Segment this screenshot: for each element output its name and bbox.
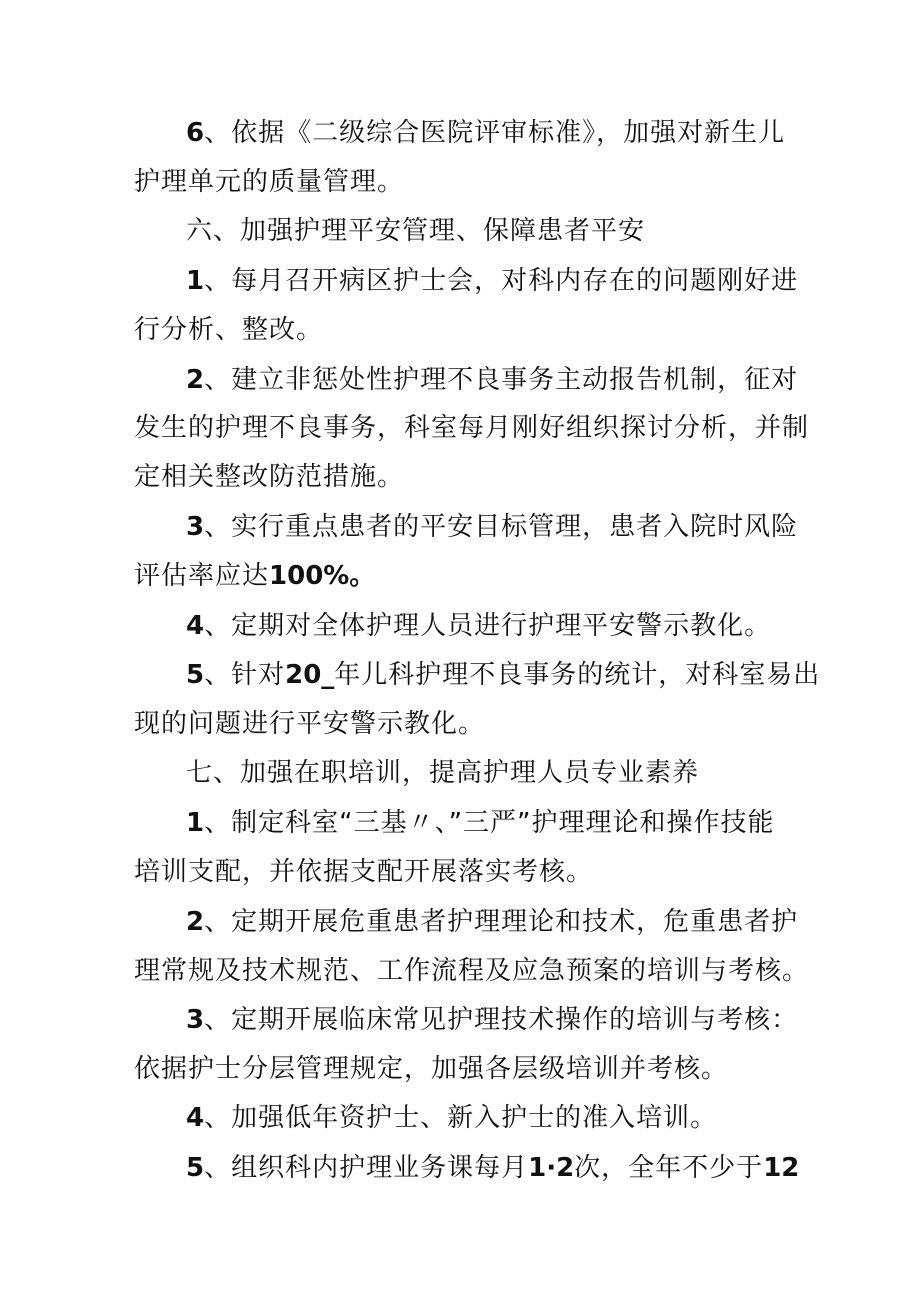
item-number: 4 — [186, 611, 205, 641]
line-text: 现的问题进行平安警示教化。 — [134, 709, 486, 739]
line-text: 、制定科室“三基〃、”三严”护理理论和操作技能 — [204, 808, 775, 838]
paragraph-line — [134, 954, 810, 988]
paragraph-line — [186, 806, 794, 840]
paragraph-line — [134, 460, 794, 494]
item-number: 5 — [186, 1153, 205, 1183]
paragraph-line — [186, 510, 799, 544]
paragraph-line — [134, 559, 794, 593]
paragraph-line — [186, 1101, 794, 1135]
section-heading — [186, 214, 794, 248]
line-text: 培训支配，并依据支配开展落实考核。 — [134, 857, 594, 887]
paragraph-line — [134, 411, 810, 445]
item-number: 6 — [186, 118, 205, 148]
paragraph-line — [186, 116, 794, 150]
section-heading — [186, 756, 794, 790]
line-text: 、定期开展危重患者护理理论和技术，危重患者护 — [204, 907, 799, 937]
line-text: 定相关整改防范措施。 — [134, 462, 405, 492]
line-text: 、依据《二级综合医院评审标准》，加强对新生儿 — [204, 118, 786, 148]
line-text: 护理单元的质量管理。 — [134, 167, 405, 197]
line-text: 次，全年不少于 — [574, 1153, 764, 1183]
paragraph-line — [186, 609, 794, 643]
paragraph-line — [186, 905, 799, 939]
line-text: 、加强低年资护士、新入护士的准入培训。 — [204, 1103, 718, 1133]
line-text: 评估率应达 — [134, 561, 270, 591]
line-text: 、定期开展临床常见护理技术操作的培训与考核： — [204, 1005, 799, 1035]
line-text: 、定期对全体护理人员进行护理平安警示教化。 — [204, 611, 772, 641]
item-number: 1 — [186, 266, 205, 296]
paragraph-line — [186, 1003, 799, 1037]
paragraph-line — [186, 1151, 800, 1185]
line-text: 、组织科内护理业务课每月 — [204, 1153, 529, 1183]
section-heading-text: 六、加强护理平安管理、保障患者平安 — [186, 216, 646, 246]
line-text: 年儿科护理不良事务的统计，对科室易出 — [334, 660, 821, 690]
paragraph-line — [186, 658, 821, 692]
count-value: 12 — [763, 1153, 800, 1183]
line-text: 发生的护理不良事务，科室每月刚好组织探讨分析，并制 — [134, 413, 810, 443]
line-text: 、建立非惩处性护理不良事务主动报告机制，征对 — [204, 365, 799, 395]
item-number: 2 — [186, 907, 205, 937]
paragraph-line — [134, 855, 794, 889]
line-text: 依据护士分层管理规定，加强各层级培训并考核。 — [134, 1054, 729, 1084]
item-number: 3 — [186, 1005, 205, 1035]
paragraph-line — [134, 313, 794, 347]
paragraph-line — [186, 264, 799, 298]
year-value: 20_ — [285, 660, 335, 690]
paragraph-line — [134, 707, 794, 741]
item-number: 2 — [186, 365, 205, 395]
item-number: 1 — [186, 808, 205, 838]
item-number: 5 — [186, 660, 205, 690]
line-text: 行分析、整改。 — [134, 315, 324, 345]
paragraph-line — [134, 165, 794, 199]
item-number: 3 — [186, 512, 205, 542]
section-heading-text: 七、加强在职培训，提高护理人员专业素养 — [186, 758, 700, 788]
line-text: 理常规及技术规范、工作流程及应急预案的培训与考核。 — [134, 956, 810, 986]
paragraph-line — [186, 363, 799, 397]
frequency-value: 1·2 — [528, 1153, 575, 1183]
line-text: 、每月召开病区护士会，对科内存在的问题刚好进 — [204, 266, 799, 296]
line-text: 、实行重点患者的平安目标管理，患者入院时风险 — [204, 512, 799, 542]
percent-value: 100%。 — [269, 561, 376, 591]
paragraph-line — [134, 1052, 794, 1086]
item-number: 4 — [186, 1103, 205, 1133]
line-text: 、针对 — [204, 660, 286, 690]
